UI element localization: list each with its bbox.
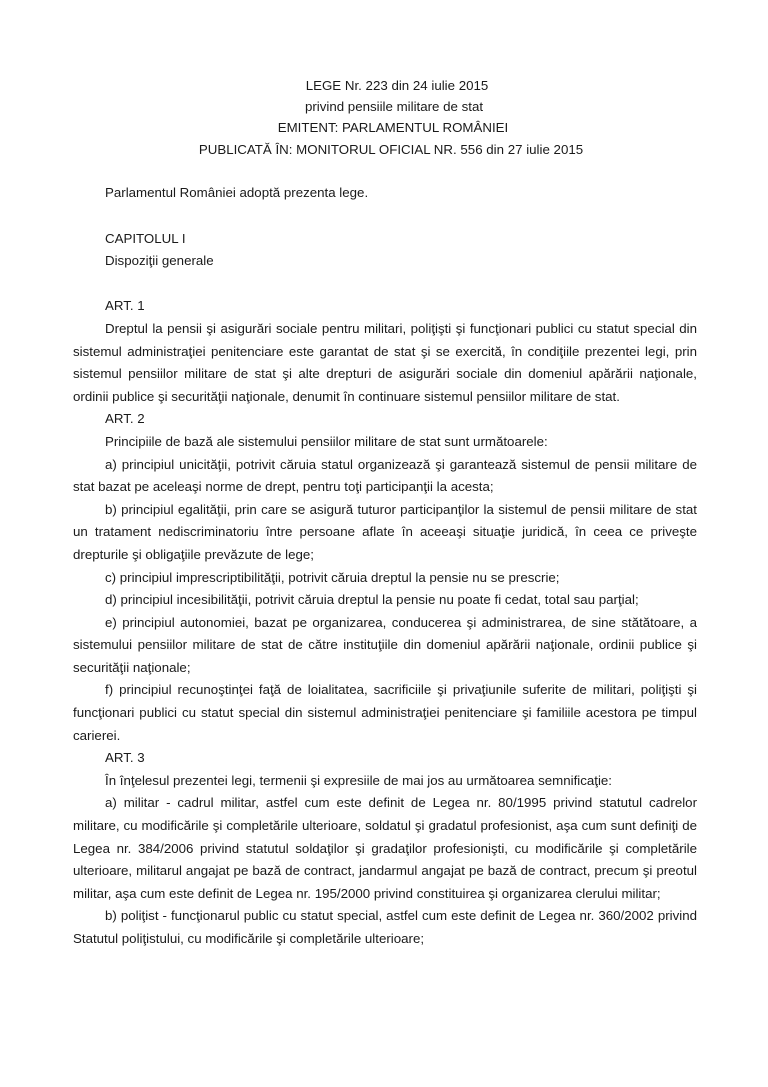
spacer	[73, 160, 697, 183]
law-publication: PUBLICATĂ ÎN: MONITORUL OFICIAL NR. 556 din 27 iulie 2015	[198, 141, 584, 157]
chapter-subtitle: Dispoziţii generale	[105, 253, 214, 269]
law-issuer: EMITENT: PARLAMENTUL ROMÂNIEI	[277, 120, 509, 136]
article-2-item-e: e) principiul autonomiei, bazat pe organizarea, conducerea şi administrarea, de sine stătătoare, a sistemului pensiilor militare de stat de către instituţiile din domeniul apărării naţionale, ordinii publice şi securităţii naţionale;	[73, 614, 697, 675]
spacer	[73, 273, 697, 296]
article-3-item-a: a) militar - cadrul militar, astfel cum este definit de Legea nr. 80/1995 privind statutul cadrelor militare, cu modificările şi completările ulterioare, soldatul şi gradatul profesionist, aşa cum sunt definiţi de Legea nr. 384/2006 privind statutul soldaţilor şi gradaţilor profesionişti, cu modificările şi completările ulterioare, militarul angajat pe bază de contract, jandarmul angajat pe bază de contract, precum şi preotul militar, aşa cum este definit de Legea nr. 195/2000 privind constituirea şi organizarea clerului militar;	[73, 795, 697, 901]
law-subject: privind pensiile militare de stat	[304, 99, 484, 115]
article-2-label: ART. 2	[105, 411, 145, 427]
article-2-item-f: f) principiul recunoştinţei faţă de loialitatea, sacrificiile şi privaţiunile suferite de militari, poliţişti şi funcţionari publici cu statut special din sistemul administraţiei penitenciare şi familiile acestora pe timpul carierei.	[73, 682, 697, 743]
preamble: Parlamentul României adoptă prezenta lege.	[105, 185, 369, 201]
article-2-item-d: d) principiul incesibilităţii, potrivit căruia dreptul la pensie nu poate fi cedat, total sau parţial;	[105, 592, 639, 608]
law-header	[73, 75, 697, 160]
article-2-item-b: b) principiul egalităţii, prin care se asigură tuturor participanţilor la sistemul de pensii militare de stat un tratament nediscriminatoriu între persoane aflate în aceeaşi situaţie juridică, în ceea ce priveşte drepturile şi obligaţiile prevăzute de lege;	[73, 501, 697, 562]
spacer	[73, 205, 697, 228]
article-2-item-c: c) principiul imprescriptibilităţii, potrivit căruia dreptul la pensie nu se prescrie;	[105, 569, 560, 585]
article-2-intro: Principiile de bază ale sistemului pensiilor militare de stat sunt următoarele:	[105, 433, 548, 449]
article-2-item-a: a) principiul unicităţii, potrivit căruia statul organizează şi garantează sistemul de pensii militare de stat bazat pe aceleaşi norme de drept, pentru toţi participanţii la acesta;	[73, 456, 697, 495]
article-3-item-b: b) poliţist - funcţionarul public cu statut special, astfel cum este definit de Legea nr. 360/2002 privind Statutul poliţistului, cu modificările şi completările ulterioare;	[73, 908, 697, 946]
article-1-text: Dreptul la pensii şi asigurări sociale pentru militari, poliţişti şi funcţionari publici cu statut special din sistemul administraţiei penitenciare este garantat de stat şi se exercită, în condiţiile prezentei legi, prin sistemul pensiilor militare de stat şi alte drepturi de asigurări sociale din domeniul apărării naţionale, ordinii publice şi securităţii naţionale, denumit în continuare sistemul pensiilor militare de stat.	[73, 320, 697, 404]
article-1-label: ART. 1	[105, 298, 145, 314]
law-title: LEGE Nr. 223 din 24 iulie 2015	[305, 78, 489, 93]
article-3-label: ART. 3	[105, 750, 145, 766]
article-3-intro: În înţelesul prezentei legi, termenii şi expresiile de mai jos au următoarea semnificaţie:	[105, 772, 613, 788]
chapter-title: CAPITOLUL I	[105, 230, 186, 246]
